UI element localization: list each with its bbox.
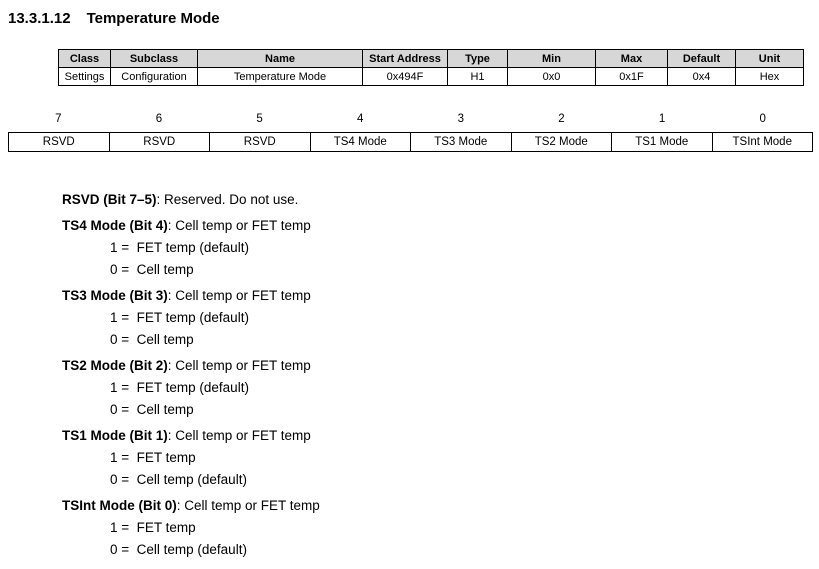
column-header-max: Max bbox=[596, 50, 668, 68]
bit-field-text: : Cell temp or FET temp bbox=[167, 358, 311, 373]
bit-number-1: 1 bbox=[658, 113, 666, 125]
column-header-subclass: Subclass bbox=[111, 50, 198, 68]
bit-number-4: 4 bbox=[356, 113, 364, 125]
bit-description-ts1-mode bbox=[62, 425, 819, 491]
bit-field-row bbox=[9, 133, 813, 152]
column-header-class: Class bbox=[59, 50, 111, 68]
bit-value-line: 1 = FET temp bbox=[110, 450, 196, 465]
bit-number-7: 7 bbox=[55, 113, 62, 125]
section-number: 13.3.1.12 bbox=[8, 10, 71, 27]
bit-value-line: 0 = Cell temp (default) bbox=[110, 542, 247, 557]
bit-value-line: 1 = FET temp bbox=[110, 520, 196, 535]
column-header-name: Name bbox=[198, 50, 363, 68]
bit-number-row bbox=[8, 111, 813, 127]
bit-description-heading bbox=[62, 495, 819, 517]
bit-field-name: TS3 Mode (Bit 3) bbox=[62, 288, 168, 303]
bit-field-text: : Reserved. Do not use. bbox=[156, 192, 299, 207]
bit-description-tsint-mode bbox=[62, 495, 819, 561]
bit-value-line: 1 = FET temp (default) bbox=[110, 310, 249, 325]
column-header-min: Min bbox=[508, 50, 596, 68]
bit-description-heading bbox=[62, 355, 819, 377]
bit-description-ts3-mode bbox=[62, 285, 819, 351]
bit-field-7: RSVD bbox=[9, 133, 110, 152]
column-header-default: Default bbox=[668, 50, 736, 68]
cell-max: 0x1F bbox=[596, 68, 668, 86]
cell-name: Temperature Mode bbox=[198, 68, 363, 86]
cell-min: 0x0 bbox=[508, 68, 596, 86]
cell-class: Settings bbox=[59, 68, 111, 86]
column-header-unit: Unit bbox=[736, 50, 804, 68]
bit-description-heading bbox=[62, 425, 819, 447]
bit-value-line: 0 = Cell temp (default) bbox=[110, 472, 247, 487]
bit-value-line: 1 = FET temp (default) bbox=[110, 240, 249, 255]
bit-field-6: RSVD bbox=[109, 133, 210, 152]
bit-field-1: TS1 Mode bbox=[612, 133, 713, 152]
cell-start-address: 0x494F bbox=[363, 68, 448, 86]
cell-default: 0x4 bbox=[668, 68, 736, 86]
cell-subclass: Configuration bbox=[111, 68, 198, 86]
bit-field-name: TS4 Mode (Bit 4) bbox=[62, 218, 168, 233]
bit-description-heading bbox=[62, 285, 819, 307]
bit-field-table bbox=[8, 132, 813, 152]
bit-number-6: 6 bbox=[155, 113, 163, 125]
bit-field-text: : Cell temp or FET temp bbox=[167, 218, 311, 233]
bit-field-text: : Cell temp or FET temp bbox=[167, 428, 311, 443]
bit-value-line: 0 = Cell temp bbox=[110, 402, 194, 417]
bit-description-ts2-mode bbox=[62, 355, 819, 421]
bit-number-5: 5 bbox=[256, 113, 263, 125]
bit-number-3: 3 bbox=[457, 113, 465, 125]
page-title: Temperature Mode bbox=[86, 10, 220, 27]
bit-field-4: TS4 Mode bbox=[310, 133, 411, 152]
bit-description-heading bbox=[62, 189, 819, 211]
bit-description-heading bbox=[62, 215, 819, 237]
bit-field-name: TS1 Mode (Bit 1) bbox=[62, 428, 168, 443]
bit-field-name: TSInt Mode (Bit 0) bbox=[62, 498, 177, 513]
bit-description-ts4-mode bbox=[62, 215, 819, 281]
cell-unit: Hex bbox=[736, 68, 804, 86]
bit-field-2: TS2 Mode bbox=[511, 133, 612, 152]
cell-type: H1 bbox=[448, 68, 508, 86]
bit-field-text: : Cell temp or FET temp bbox=[167, 288, 311, 303]
register-summary-table bbox=[58, 49, 819, 86]
bit-field-name: TS2 Mode (Bit 2) bbox=[62, 358, 168, 373]
bit-field-0: TSInt Mode bbox=[712, 133, 813, 152]
bit-value-line: 0 = Cell temp bbox=[110, 332, 194, 347]
column-header-start-address: Start Address bbox=[363, 50, 448, 68]
register-table-header-row bbox=[59, 50, 804, 68]
register-table-data-row bbox=[59, 68, 804, 86]
bit-field-5: RSVD bbox=[210, 133, 311, 152]
bit-field-3: TS3 Mode bbox=[411, 133, 512, 152]
bit-field-text: : Cell temp or FET temp bbox=[176, 498, 320, 513]
column-header-type: Type bbox=[448, 50, 508, 68]
bit-number-2: 2 bbox=[558, 113, 565, 125]
bit-number-0: 0 bbox=[759, 113, 766, 125]
bit-field-name: RSVD (Bit 7–5) bbox=[62, 192, 157, 207]
bit-descriptions bbox=[62, 189, 819, 561]
bit-description-rsvd bbox=[62, 189, 819, 211]
section-heading bbox=[0, 0, 819, 27]
bit-value-line: 1 = FET temp (default) bbox=[110, 380, 249, 395]
bit-value-line: 0 = Cell temp bbox=[110, 262, 194, 277]
